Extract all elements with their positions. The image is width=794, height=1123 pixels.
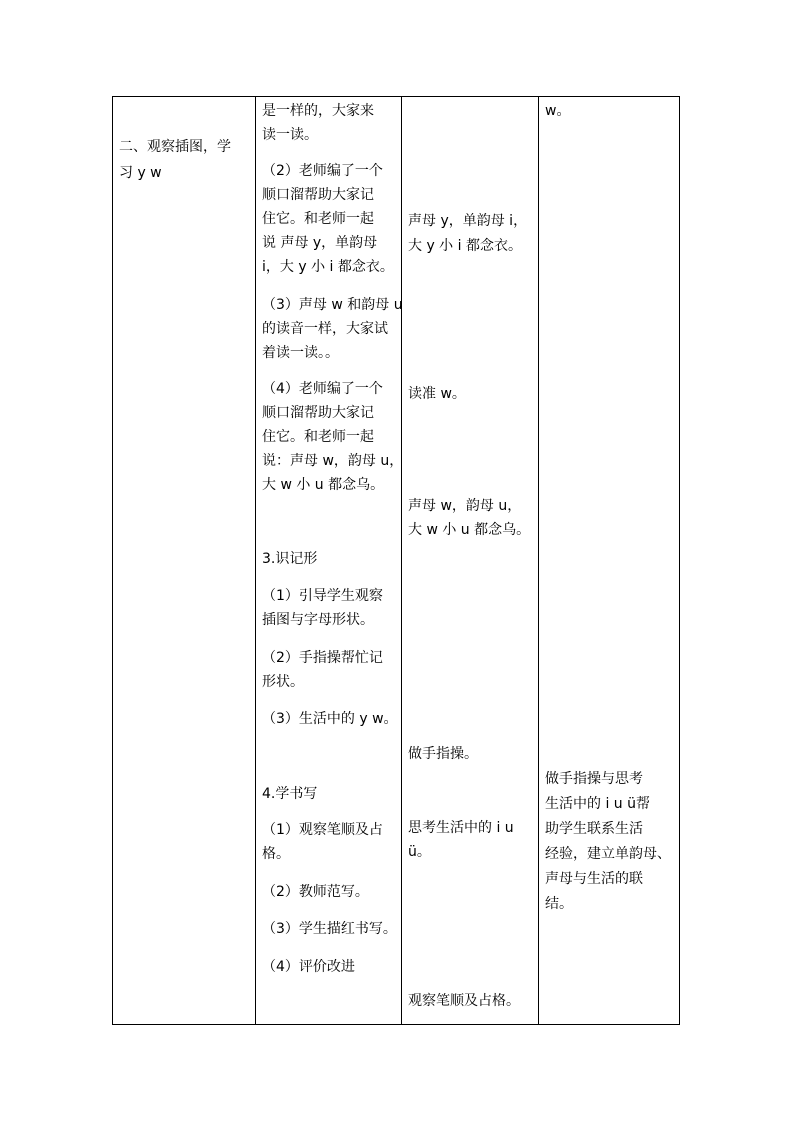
text-line: 思考生活中的 i u bbox=[408, 820, 514, 836]
text-line: 说 声母 y，单韵母 bbox=[262, 235, 378, 251]
text-line: 着读一读。。 bbox=[262, 345, 339, 361]
text-line: 声母 w，韵母 u， bbox=[408, 498, 522, 514]
text-line: （3）生活中的 y w。 bbox=[262, 711, 398, 727]
text-line: 格。 bbox=[262, 846, 290, 862]
text-line: （2）手指操帮忙记 bbox=[262, 650, 383, 666]
text-line: 顺口溜帮助大家记 bbox=[262, 187, 374, 203]
text-line: 插图与字母形状。 bbox=[262, 612, 374, 628]
text-line: 做手指操与思考 bbox=[545, 771, 643, 787]
text-line: 的读音一样，大家试 bbox=[262, 321, 388, 337]
text-line: 经验，建立单韵母、 bbox=[545, 846, 671, 862]
text-line: w。 bbox=[545, 103, 571, 119]
text-line: （3）学生描红书写。 bbox=[262, 921, 397, 937]
text-line: 形状。 bbox=[262, 674, 304, 690]
text-line: ü。 bbox=[408, 844, 431, 860]
section-title-line: 二、观察插图，学 bbox=[119, 139, 231, 155]
text-line: 声母 y，单韵母 i， bbox=[408, 213, 528, 229]
text-line: 做手指操。 bbox=[408, 746, 478, 762]
text-line: （4）老师编了一个 bbox=[262, 381, 383, 397]
text-line: 生活中的 i u ü帮 bbox=[545, 796, 650, 812]
text-line: 大 w 小 u 都念乌。 bbox=[262, 477, 385, 493]
text-line: （3）声母 w 和韵母 u bbox=[262, 297, 403, 313]
text-line: 顺口溜帮助大家记 bbox=[262, 405, 374, 421]
section-title-line: 习 y w bbox=[119, 165, 162, 181]
design-intent-column bbox=[539, 97, 680, 1024]
text-line: 大 w 小 u 都念乌。 bbox=[408, 522, 531, 538]
text-line: 住它。和老师一起 bbox=[262, 429, 374, 445]
text-line: 助学生联系生活 bbox=[545, 821, 643, 837]
text-line: （2）教师范写。 bbox=[262, 884, 369, 900]
text-line: （4）评价改进 bbox=[262, 959, 355, 975]
text-line: 说：声母 w，韵母 u， bbox=[262, 453, 404, 469]
text-line: 是一样的，大家来 bbox=[262, 103, 374, 119]
text-line: 大 y 小 i 都念衣。 bbox=[408, 238, 522, 254]
text-line: i，大 y 小 i 都念衣。 bbox=[262, 259, 394, 275]
text-line: 结。 bbox=[545, 896, 573, 912]
text-line: （1）观察笔顺及占 bbox=[262, 822, 383, 838]
text-line: （1）引导学生观察 bbox=[262, 588, 383, 604]
teacher-activity-column bbox=[256, 97, 404, 1024]
text-line: 观察笔顺及占格。 bbox=[408, 993, 520, 1009]
section-column bbox=[113, 97, 255, 1024]
text-line: 读准 w。 bbox=[408, 386, 466, 402]
text-line: （2）老师编了一个 bbox=[262, 163, 383, 179]
text-line: 读一读。 bbox=[262, 127, 318, 143]
text-line: 住它。和老师一起 bbox=[262, 211, 374, 227]
subheading: 4.学书写 bbox=[262, 786, 318, 802]
student-activity-column bbox=[402, 97, 538, 1024]
text-line: 声母与生活的联 bbox=[545, 871, 643, 887]
lesson-plan-table bbox=[112, 96, 680, 1025]
subheading: 3.识记形 bbox=[262, 551, 318, 567]
